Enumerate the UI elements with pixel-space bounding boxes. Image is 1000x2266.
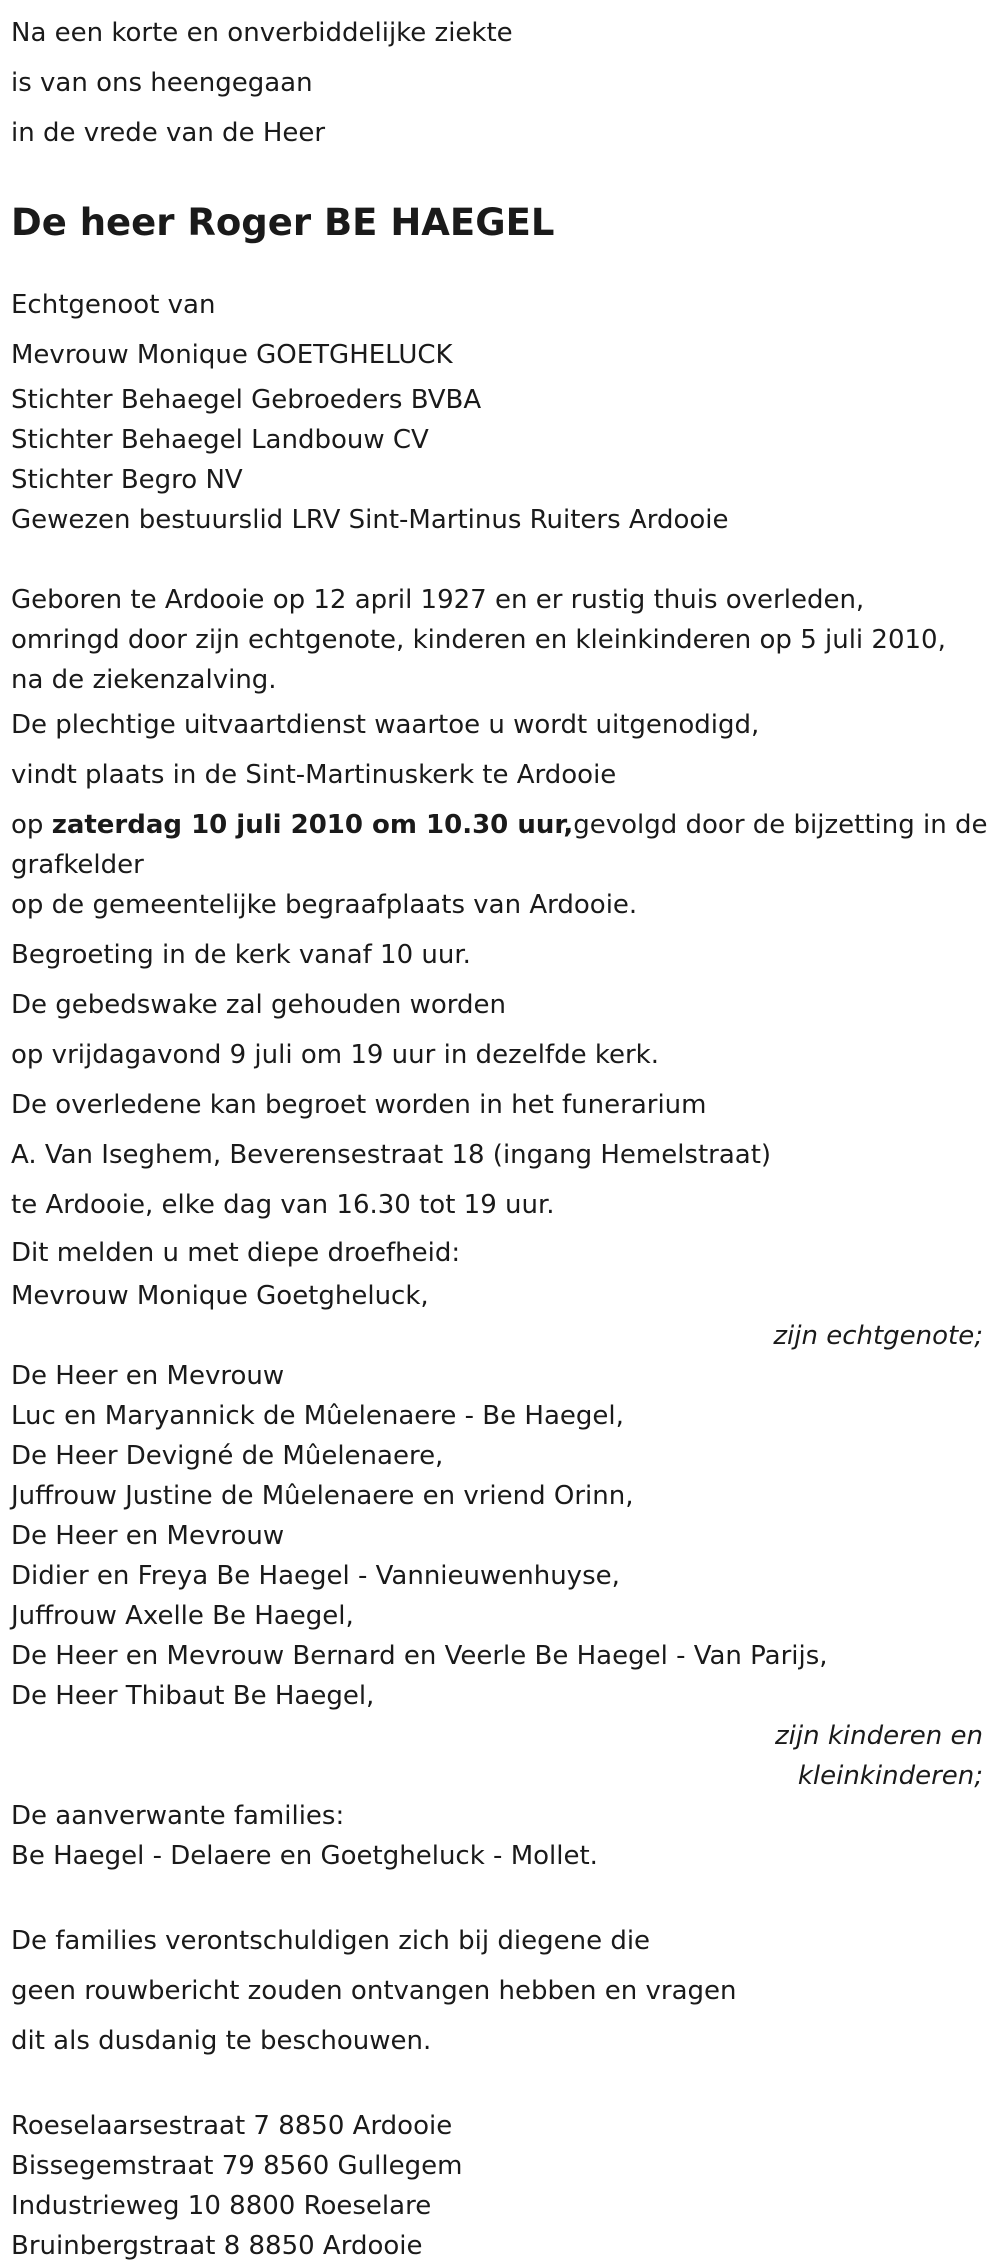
family-member: De Heer en Mevrouw xyxy=(11,1521,285,1551)
address-line: Bruinbergstraat 8 8850 Ardooie xyxy=(11,2231,423,2261)
intro-line: in de vrede van de Heer xyxy=(11,118,326,148)
family-member: Didier en Freya Be Haegel - Vannieuwenhuyse, xyxy=(11,1561,620,1591)
intro-line: Na een korte en onverbiddelijke ziekte xyxy=(11,18,513,48)
birth-line: Geboren te Ardooie op 12 april 1927 en er rustig thuis overleden, xyxy=(11,585,865,615)
roles-block xyxy=(11,380,991,540)
children-role: kleinkinderen; xyxy=(797,1761,983,1791)
funeral-home-line: De overledene kan begroet worden in het funerarium xyxy=(11,1090,707,1120)
service-line: grafkelder xyxy=(11,850,144,880)
birth-block xyxy=(11,580,991,700)
spouse-intro: Echtgenoot van xyxy=(11,290,216,320)
role-line: Gewezen bestuurslid LRV Sint-Martinus Ruiters Ardooie xyxy=(11,505,729,535)
family-member: De Heer Thibaut Be Haegel, xyxy=(11,1681,375,1711)
address-line: Bissegemstraat 79 8560 Gullegem xyxy=(11,2151,463,2181)
apology-line: geen rouwbericht zouden ontvangen hebben en vragen xyxy=(11,1976,737,2006)
funeral-home-line: te Ardooie, elke dag van 16.30 tot 19 uur. xyxy=(11,1190,555,1220)
addresses-block xyxy=(11,2106,991,2266)
apology-block xyxy=(11,1916,991,2066)
family-member: Juffrouw Justine de Mûelenaere en vriend Orinn, xyxy=(11,1481,634,1511)
children-role: zijn kinderen en xyxy=(775,1721,983,1751)
spouse-name: Mevrouw Monique GOETGHELUCK xyxy=(11,340,453,370)
service-date: zaterdag 10 juli 2010 om 10.30 uur, xyxy=(51,810,574,840)
service-date-post: gevolgd door de bijzetting in de xyxy=(573,810,988,840)
spouse-role: zijn echtgenote; xyxy=(773,1321,983,1351)
death-notice xyxy=(11,8,991,2266)
family-member: Juffrouw Axelle Be Haegel, xyxy=(11,1601,354,1631)
family-member: De Heer Devigné de Mûelenaere, xyxy=(11,1441,444,1471)
role-line: Stichter Behaegel Landbouw CV xyxy=(11,425,429,455)
wake-line: op vrijdagavond 9 juli om 19 uur in dezelfde kerk. xyxy=(11,1040,659,1070)
birth-line: na de ziekenzalving. xyxy=(11,665,277,695)
family-member: Luc en Maryannick de Mûelenaere - Be Haegel, xyxy=(11,1401,624,1431)
family-member: Mevrouw Monique Goetgheluck, xyxy=(11,1281,429,1311)
service-block xyxy=(11,700,991,1230)
family-member: De Heer en Mevrouw xyxy=(11,1361,285,1391)
role-line: Stichter Begro NV xyxy=(11,465,243,495)
service-date-line xyxy=(11,800,991,850)
address-line: Roeselaarsestraat 7 8850 Ardooie xyxy=(11,2111,453,2141)
intro-block xyxy=(11,8,991,158)
service-line: De plechtige uitvaartdienst waartoe u wordt uitgenodigd, xyxy=(11,710,760,740)
announce-intro: Dit melden u met diepe droefheid: xyxy=(11,1238,461,1268)
address-line: Industrieweg 10 8800 Roeselare xyxy=(11,2191,432,2221)
greeting-line: Begroeting in de kerk vanaf 10 uur. xyxy=(11,940,471,970)
related-intro: De aanverwante families: xyxy=(11,1801,345,1831)
family-block xyxy=(11,1230,991,1876)
apology-line: dit als dusdanig te beschouwen. xyxy=(11,2026,432,2056)
service-date-pre: op xyxy=(11,810,52,840)
wake-line: De gebedswake zal gehouden worden xyxy=(11,990,506,1020)
intro-line: is van ons heengegaan xyxy=(11,68,313,98)
related-names: Be Haegel - Delaere en Goetgheluck - Mollet. xyxy=(11,1841,598,1871)
apology-line: De families verontschuldigen zich bij diegene die xyxy=(11,1926,651,1956)
family-member: De Heer en Mevrouw Bernard en Veerle Be Haegel - Van Parijs, xyxy=(11,1641,828,1671)
service-line: op de gemeentelijke begraafplaats van Ardooie. xyxy=(11,890,638,920)
funeral-home-line: A. Van Iseghem, Beverensestraat 18 (ingang Hemelstraat) xyxy=(11,1140,772,1170)
service-line: vindt plaats in de Sint-Martinuskerk te Ardooie xyxy=(11,760,617,790)
deceased-name: De heer Roger BE HAEGEL xyxy=(11,201,555,244)
role-line: Stichter Behaegel Gebroeders BVBA xyxy=(11,385,482,415)
birth-line: omringd door zijn echtgenote, kinderen en kleinkinderen op 5 juli 2010, xyxy=(11,625,946,655)
